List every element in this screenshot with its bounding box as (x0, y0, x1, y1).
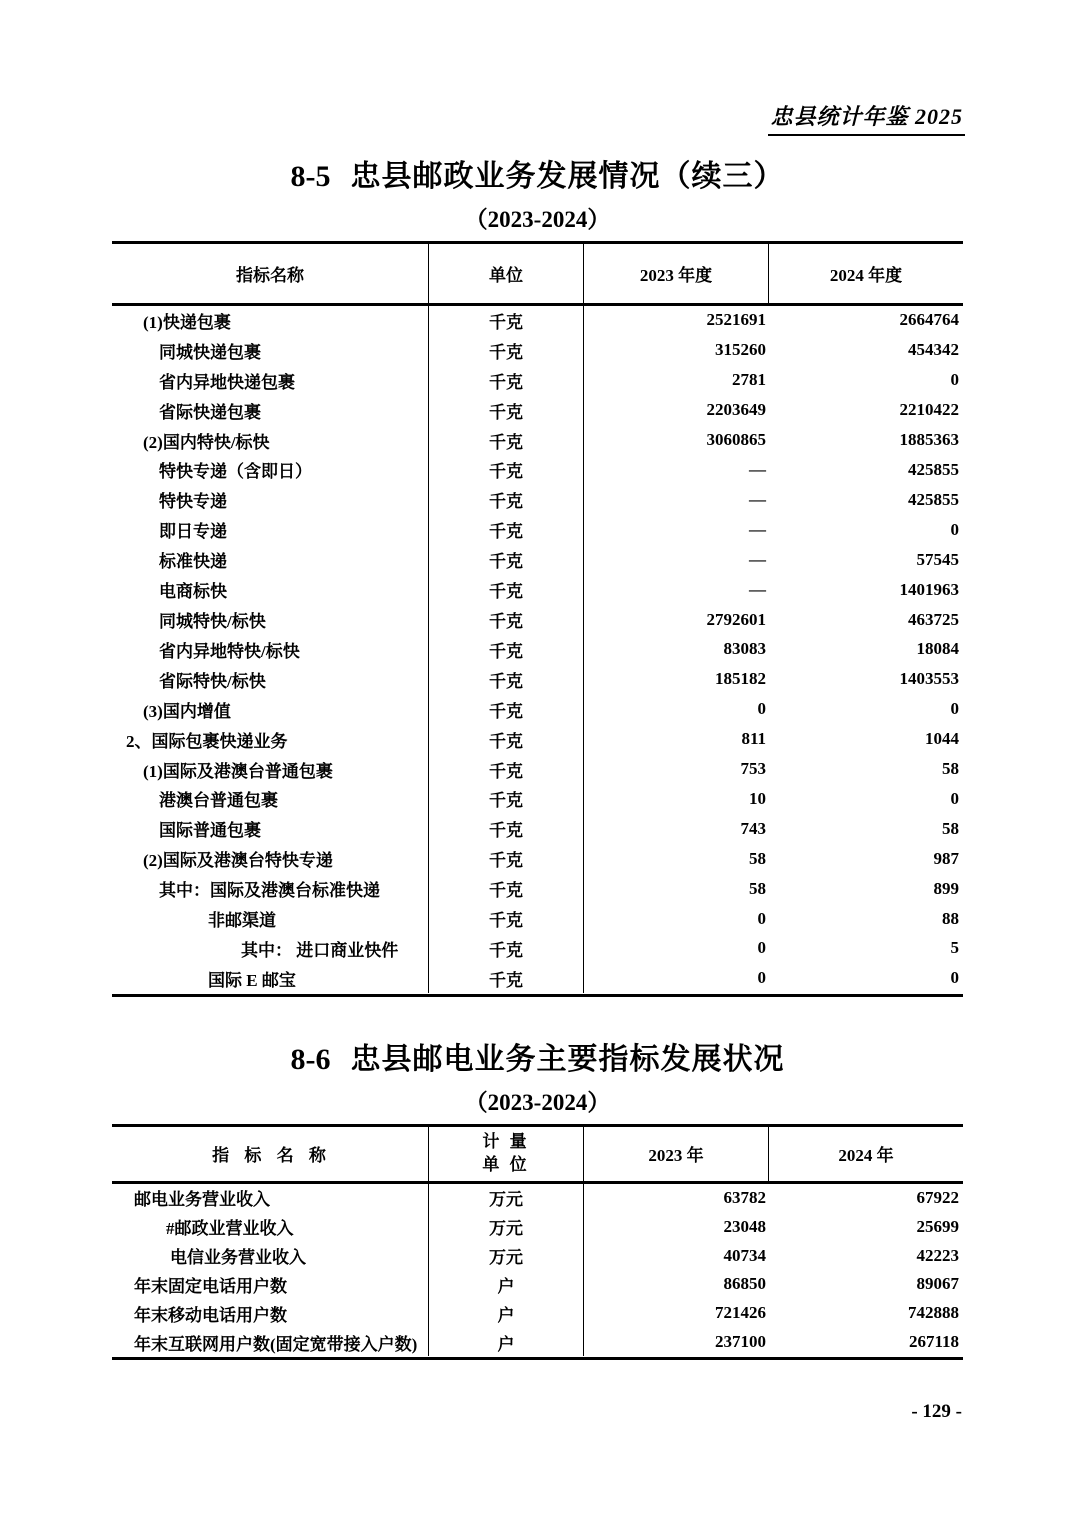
unit-cell: 千克 (429, 455, 584, 485)
table-row (112, 694, 963, 724)
value-2023-cell: 811 (741, 729, 766, 749)
indicator-name-cell: #邮政业营业收入 (112, 1212, 429, 1241)
unit-cell: 千克 (429, 605, 584, 635)
value-2024-cell: 42223 (916, 1245, 959, 1265)
unit-cell: 千克 (429, 545, 584, 575)
indicator-name-cell: 电信业务营业收入 (112, 1241, 429, 1270)
indicator-name-cell: 特快专递 (112, 485, 429, 515)
indicator-name-cell: 港澳台普通包裹 (112, 784, 429, 814)
unit-cell: 千克 (429, 904, 584, 934)
unit-cell: 千克 (429, 724, 584, 754)
unit-cell: 户 (429, 1299, 584, 1328)
table-row (112, 904, 963, 934)
value-2023-cell: — (749, 549, 766, 569)
table-8-6-title-text: 忠县邮电业务主要指标发展状况 (350, 1043, 785, 1076)
value-2024-cell: 5 (950, 938, 959, 958)
indicator-name-cell: 其中： 进口商业快件 (112, 934, 429, 964)
value-2023-cell: 0 (757, 968, 766, 988)
value-2024-cell: 987 (933, 848, 959, 868)
unit-cell: 千克 (429, 335, 584, 365)
table-row (112, 485, 963, 515)
indicator-name-cell: 年末移动电话用户数 (112, 1299, 429, 1328)
value-2024-cell: 89067 (916, 1274, 959, 1294)
unit-cell: 千克 (429, 425, 584, 455)
column-header-2024: 2024 年 (838, 1146, 894, 1165)
indicator-name-cell: 省际特快/标快 (112, 664, 429, 694)
value-2024-cell: 2210422 (899, 400, 959, 420)
column-header-2023: 2023 年 (584, 1127, 769, 1181)
indicator-name-cell: 标准快递 (112, 545, 429, 575)
table-row (112, 784, 963, 814)
table-8-5-section (112, 157, 963, 997)
table-row (112, 395, 963, 425)
table-8-5-subtitle: （2023-2024） (464, 206, 611, 232)
column-header-indicator-name: 指标名称 (112, 244, 429, 303)
table-row (112, 545, 963, 575)
indicator-name-cell: 即日专递 (112, 515, 429, 545)
unit-cell: 千克 (429, 395, 584, 425)
unit-cell: 千克 (429, 634, 584, 664)
value-2023-cell: 315260 (715, 340, 766, 360)
table-row (112, 963, 963, 993)
value-2024-cell: 58 (942, 759, 959, 779)
unit-cell: 万元 (429, 1212, 584, 1241)
table-row (112, 664, 963, 694)
unit-cell: 千克 (429, 754, 584, 784)
value-2023-cell: — (749, 579, 766, 599)
table-row (112, 515, 963, 545)
value-2023-cell: 10 (749, 788, 766, 808)
table-8-6-subtitle: （2023-2024） (464, 1089, 611, 1115)
value-2024-cell: 0 (950, 788, 959, 808)
table-row (112, 575, 963, 605)
value-2023-cell: 0 (757, 699, 766, 719)
indicator-name-cell: 省内异地快递包裹 (112, 365, 429, 395)
value-2023-cell: — (749, 459, 766, 479)
value-2023-cell: 58 (749, 878, 766, 898)
table-8-5 (112, 241, 963, 997)
value-2024-cell: 0 (950, 370, 959, 390)
indicator-name-cell: 年末固定电话用户数 (112, 1270, 429, 1299)
table-row (112, 605, 963, 635)
table-8-6 (112, 1124, 963, 1360)
table-8-6-section (112, 1040, 963, 1360)
value-2024-cell: 899 (933, 878, 959, 898)
indicator-name-cell: (3)国内增值 (112, 694, 429, 724)
value-2024-cell: 1044 (925, 729, 959, 749)
value-2024-cell: 18084 (916, 639, 959, 659)
value-2024-cell: 57545 (916, 549, 959, 569)
column-header-2023: 2023 年度 (584, 244, 769, 303)
indicator-name-cell: 2、国际包裹快递业务 (112, 724, 429, 754)
value-2023-cell: 83083 (723, 639, 766, 659)
column-header-indicator-name: 指 标 名 称 (112, 1127, 429, 1181)
indicator-name-cell: 电商标快 (112, 575, 429, 605)
indicator-name-cell: 其中：国际及港澳台标准快递 (112, 874, 429, 904)
table-row (112, 306, 963, 336)
value-2024-cell: 25699 (916, 1216, 959, 1236)
table-row (112, 844, 963, 874)
unit-cell: 户 (429, 1270, 584, 1299)
indicator-name-cell: 非邮渠道 (112, 904, 429, 934)
table-8-6-body (112, 1184, 963, 1360)
table-row (112, 1299, 963, 1328)
table-8-5-number: 8-5 (290, 160, 331, 193)
value-2023-cell: 58 (749, 848, 766, 868)
table-8-5-body (112, 306, 963, 997)
value-2023-cell: 753 (740, 759, 766, 779)
table-row (112, 1184, 963, 1213)
value-2024-cell: 454342 (908, 340, 959, 360)
value-2023-cell: 2781 (732, 370, 766, 390)
page-number: - 129 - (911, 1401, 962, 1422)
value-2023-cell: 2792601 (706, 609, 766, 629)
measure-unit-line2: 单 位 (482, 1154, 530, 1174)
table-row (112, 1212, 963, 1241)
unit-cell: 千克 (429, 485, 584, 515)
value-2024-cell: 267118 (908, 1332, 959, 1352)
value-2024-cell: 88 (942, 908, 959, 928)
value-2023-cell: 23048 (723, 1216, 766, 1236)
unit-cell: 户 (429, 1328, 584, 1357)
indicator-name-cell: (2)国内特快/标快 (112, 425, 429, 455)
value-2024-cell: 0 (950, 699, 959, 719)
value-2023-cell: 3060865 (706, 430, 766, 450)
value-2024-cell: 463725 (908, 609, 959, 629)
unit-cell: 千克 (429, 814, 584, 844)
unit-cell: 千克 (429, 306, 584, 336)
table-row (112, 1328, 963, 1357)
table-row (112, 934, 963, 964)
value-2023-cell: 743 (740, 818, 766, 838)
value-2024-cell: 58 (942, 818, 959, 838)
table-8-6-number: 8-6 (290, 1043, 331, 1076)
column-header-2024: 2024 年度 (829, 265, 903, 285)
indicator-name-cell: 同城特快/标快 (112, 605, 429, 635)
value-2023-cell: 0 (757, 938, 766, 958)
indicator-name-cell: 邮电业务营业收入 (112, 1184, 429, 1213)
value-2023-cell: 2203649 (706, 400, 766, 420)
unit-cell: 千克 (429, 365, 584, 395)
unit-cell: 千克 (429, 784, 584, 814)
unit-cell: 千克 (429, 664, 584, 694)
value-2024-cell: 1403553 (899, 669, 959, 689)
value-2023-cell: 185182 (715, 669, 766, 689)
indicator-name-cell: 特快专递（含即日） (112, 455, 429, 485)
indicator-name-cell: 同城快递包裹 (112, 335, 429, 365)
table-8-5-header-row (112, 244, 963, 306)
unit-cell: 千克 (429, 515, 584, 545)
table-8-6-header-row (112, 1127, 963, 1184)
table-8-5-title (112, 157, 963, 198)
table-row (112, 634, 963, 664)
value-2023-cell: 0 (757, 908, 766, 928)
indicator-name-cell: (1)快递包裹 (112, 306, 429, 336)
table-row (112, 455, 963, 485)
indicator-name-cell: 年末互联网用户数(固定宽带接入户数) (112, 1328, 429, 1357)
indicator-name-cell: 国际普通包裹 (112, 814, 429, 844)
table-row (112, 365, 963, 395)
table-8-5-title-text: 忠县邮政业务发展情况（续三） (350, 160, 785, 193)
unit-cell: 千克 (429, 575, 584, 605)
column-header-measure-unit (429, 1127, 584, 1181)
unit-cell: 千克 (429, 844, 584, 874)
yearbook-header: 忠县统计年鉴 2025 (768, 100, 965, 136)
table-row (112, 1270, 963, 1299)
unit-cell: 千克 (429, 934, 584, 964)
value-2023-cell: 86850 (723, 1274, 766, 1294)
indicator-name-cell: (2)国际及港澳台特快专递 (112, 844, 429, 874)
indicator-name-cell: 省际快递包裹 (112, 395, 429, 425)
table-row (112, 425, 963, 455)
value-2023-cell: 63782 (723, 1187, 766, 1207)
unit-cell: 万元 (429, 1241, 584, 1270)
table-row (112, 814, 963, 844)
value-2024-cell: 1885363 (899, 430, 959, 450)
table-8-6-title (112, 1040, 963, 1081)
table-row (112, 874, 963, 904)
value-2023-cell: 237100 (715, 1332, 766, 1352)
value-2024-cell: 0 (950, 519, 959, 539)
value-2024-cell: 0 (950, 968, 959, 988)
indicator-name-cell: 国际 E 邮宝 (112, 963, 429, 993)
unit-cell: 千克 (429, 694, 584, 724)
value-2024-cell: 2664764 (899, 310, 959, 330)
value-2024-cell: 1401963 (899, 579, 959, 599)
table-row (112, 1241, 963, 1270)
value-2024-cell: 67922 (916, 1187, 959, 1207)
value-2024-cell: 742888 (908, 1303, 959, 1323)
value-2023-cell: 40734 (723, 1245, 766, 1265)
unit-cell: 千克 (429, 874, 584, 904)
table-row (112, 335, 963, 365)
value-2024-cell: 425855 (908, 459, 959, 479)
value-2023-cell: 2521691 (706, 310, 766, 330)
unit-cell: 千克 (429, 963, 584, 993)
indicator-name-cell: 省内异地特快/标快 (112, 634, 429, 664)
table-row (112, 754, 963, 784)
value-2023-cell: — (749, 489, 766, 509)
value-2024-cell: 425855 (908, 489, 959, 509)
table-row (112, 724, 963, 754)
unit-cell: 万元 (429, 1184, 584, 1213)
value-2023-cell: — (749, 519, 766, 539)
column-header-unit: 单位 (429, 244, 584, 303)
measure-unit-line1: 计 量 (482, 1131, 530, 1151)
value-2023-cell: 721426 (715, 1303, 766, 1323)
indicator-name-cell: (1)国际及港澳台普通包裹 (112, 754, 429, 784)
